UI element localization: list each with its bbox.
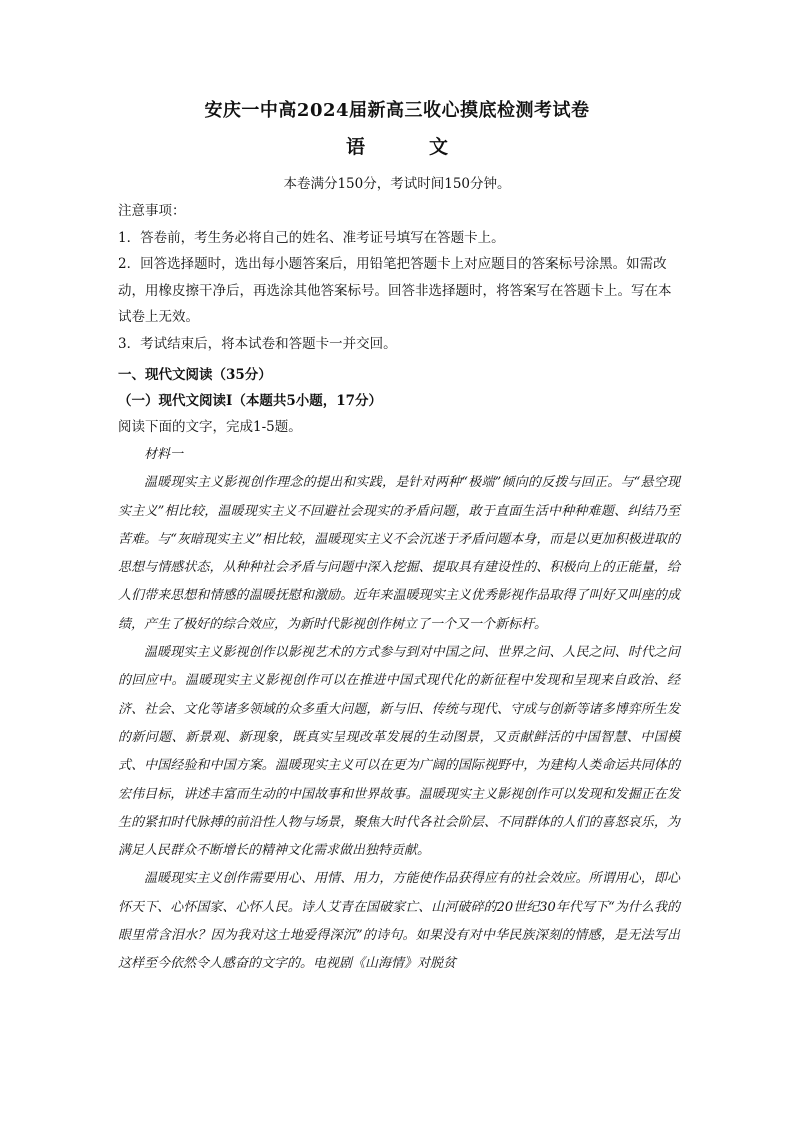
section-heading: 一、现代文阅读（35分） — [118, 367, 272, 383]
article-paragraph: 温暖现实主义创作需要用心、用情、用力，方能使作品获得应有的社会效应。所谓用心，即心怀天下、心怀国家、心怀人民。诗人艾青在国破家亡、山河破碎的20世纪30年代写下“为什么我的眼里常含泪水？因为我对这土地爱得深沉”的诗句。如果没有对中华民族深刻的情感，是无法写出这样至今依然令人感奋的文字的。电视剧《山海情》对脱贫 — [118, 871, 680, 972]
notes-block — [118, 198, 680, 357]
subject-char-2: 文 — [429, 136, 449, 158]
reading-material — [118, 441, 680, 979]
reading-instruction: 阅读下面的文字，完成1-5题。 — [118, 419, 302, 435]
notes-header: 注意事项： — [118, 203, 186, 219]
article-paragraph: 温暖现实主义影视创作理念的提出和实践，是针对两种“极端”倾向的反拨与回正。与“悬空现实主义”相比较，温暖现实主义不回避社会现实的矛盾问题，敢于直面生活中种种难题、纠结乃至苦难。与“灰暗现实主义”相比较，温暖现实主义不会沉迷于矛盾问题本身，而是以更加积极进取的思想与情感状态，从种种社会矛盾与问题中深入挖掘、提取具有建设性的、积极向上的正能量，给人们带来思想和情感的温暖抚慰和激励。近年来温暖现实主义优秀影视作品取得了叫好又叫座的成绩，产生了极好的综合效应，为新时代影视创作树立了一个又一个新标杆。 — [118, 475, 680, 632]
article-paragraph: 温暖现实主义影视创作以影视艺术的方式参与到对中国之问、世界之问、人民之问、时代之问的回应中。温暖现实主义影视创作可以在推进中国式现代化的新征程中发现和呈现来自政治、经济、社会、文化等诸多领域的众多重大问题，新与旧、传统与现代、守成与创新等诸多博弈所生发的新问题、新景观、新现象，既真实呈现改革发展的生动图景，又贡献鲜活的中国智慧、中国模式、中国经验和中国方案。温暖现实主义可以在更为广阔的国际视野中，为建构人类命运共同体的宏伟目标，讲述丰富而生动的中国故事和世界故事。温暖现实主义影视创作可以发现和发掘正在发生的紧扣时代脉搏的前沿性人物与场景，聚焦大时代各社会阶层、不同群体的人们的喜怒哀乐，为满足人民群众不断增长的精神文化需求做出独特贡献。 — [118, 645, 680, 859]
subject-char-1: 语 — [345, 136, 365, 158]
note-item: 1．答卷前，考生务必将自己的姓名、准考证号填写在答题卡上。 — [118, 229, 505, 246]
material-label: 材料一 — [144, 447, 184, 462]
exam-info: 本卷满分150分，考试时间150分钟。 — [283, 176, 511, 192]
exam-title: 安庆一中高2024届新高三收心摸底检测考试卷 — [204, 100, 590, 121]
note-item: 3．考试结束后，将本试卷和答题卡一并交回。 — [118, 335, 397, 352]
subject-heading — [0, 133, 794, 161]
subsection-heading: （一）现代文阅读Ⅰ（本题共5小题，17分） — [118, 393, 382, 409]
note-item: 2．回答选择题时，选出每小题答案后，用铅笔把答题卡上对应题目的答案标号涂黑。如需改动，用橡皮擦干净后，再选涂其他答案标号。回答非选择题时，将答案写在答题卡上。写在本试卷上无效。 — [118, 256, 672, 325]
